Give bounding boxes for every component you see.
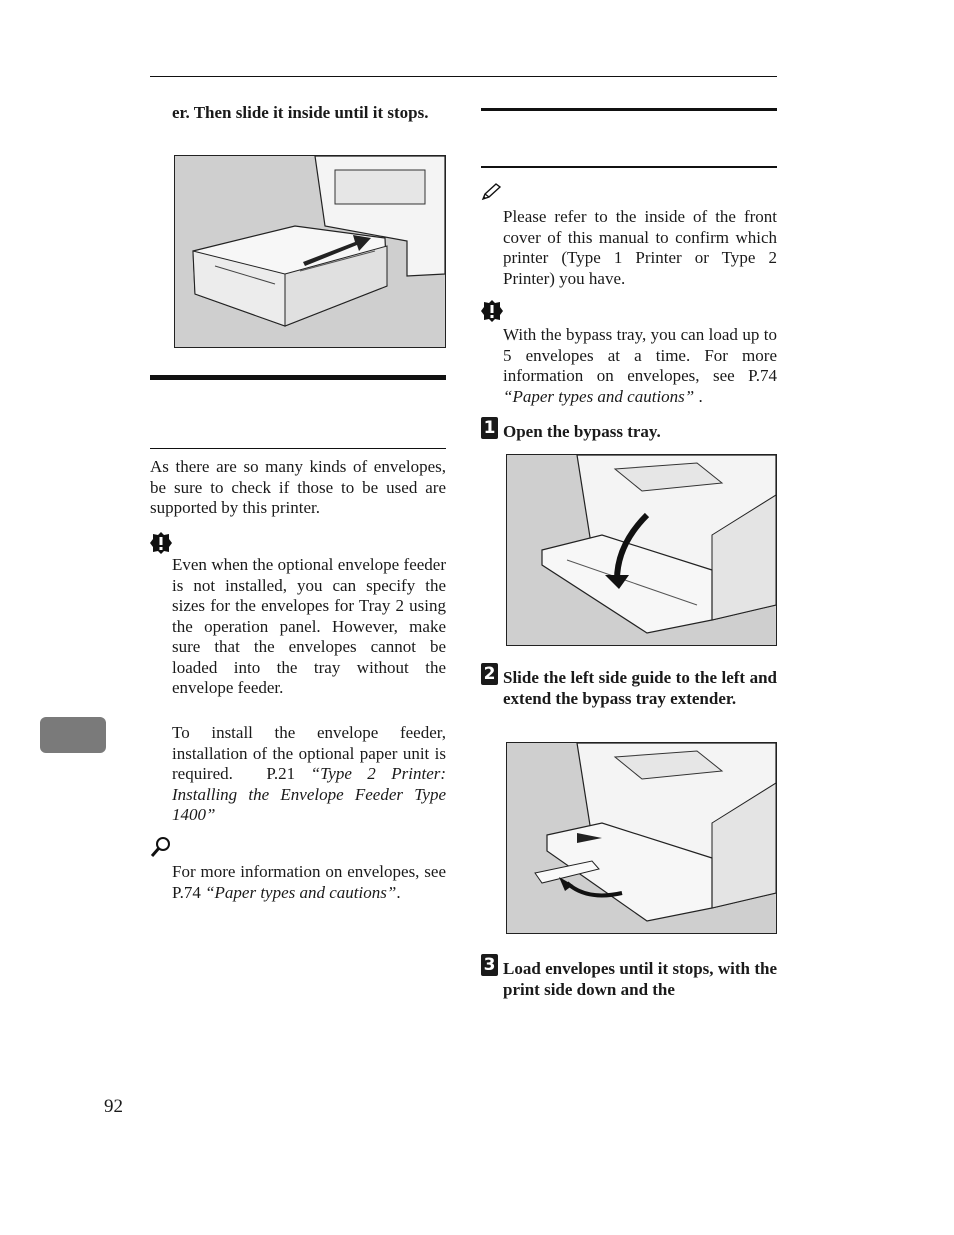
important-note-1: Even when the optional envelope feeder is not installed, you can specify the sizes for the envelopes for Tray 2 using the operation panel. However, make sure that the envelopes cannot be loaded into the tray without the envelope feeder. [172,555,446,697]
step-1-number: 1 [481,417,498,439]
page-ref[interactable]: P.21 [266,764,296,783]
section-thick-rule [150,375,446,380]
page-number: 92 [104,1096,123,1117]
pencil-note-icon [481,183,501,201]
reference-suffix: . [396,882,401,902]
chapter-tab [40,717,106,753]
envelope-intro: As there are so many kinds of envelopes, be sure to check if those to be used are supported by this printer. [150,457,446,517]
slide-side-guide-illustration [506,742,777,934]
step-3-number: 3 [481,954,498,976]
bypass-important-prefix: With the bypass tray, you can load up to 5 envelopes at a time. For more information on envelopes, see P.74 [503,325,777,385]
important-icon [481,300,503,322]
continued-step-text: er. Then slide it inside until it stops. [172,103,429,122]
step-3-text: Load envelopes until it stops, with the print side down and the [503,959,777,999]
paper-types-link[interactable]: “Paper types and cautions” [205,882,397,902]
envelope-feeder-link[interactable]: “Type 2 Printer: Installing the Envelope Feeder Type 1400” [172,764,447,824]
step-2-number: 2 [481,663,498,685]
bypass-important-suffix: . [698,386,703,406]
step-1-text: Open the bypass tray. [503,422,661,441]
important-icon [150,532,172,554]
magnifier-reference-icon [150,836,172,858]
printer-type-note: Please refer to the inside of the front cover of this manual to confirm which printer (Type 1 Printer or Type 2 Printer) you have. [503,207,777,288]
important-note-2-text: To install the envelope feeder, installation of the optional paper unit is required. [172,723,446,783]
important-note-2 [172,723,446,826]
right-top-rule [481,108,777,111]
paper-tray-insert-illustration [174,155,446,348]
reference-text [172,862,446,903]
reference-prefix: For more information on envelopes, see P.74 [172,862,446,902]
step-2-text: Slide the left side guide to the left and extend the bypass tray extender. [503,668,777,708]
right-second-rule [481,166,777,168]
bypass-important-text [503,325,777,407]
open-bypass-tray-illustration [506,454,777,646]
header-rule [150,76,777,77]
paper-types-link-2[interactable]: “Paper types and cautions” [503,386,695,406]
section-thin-rule [150,448,446,449]
